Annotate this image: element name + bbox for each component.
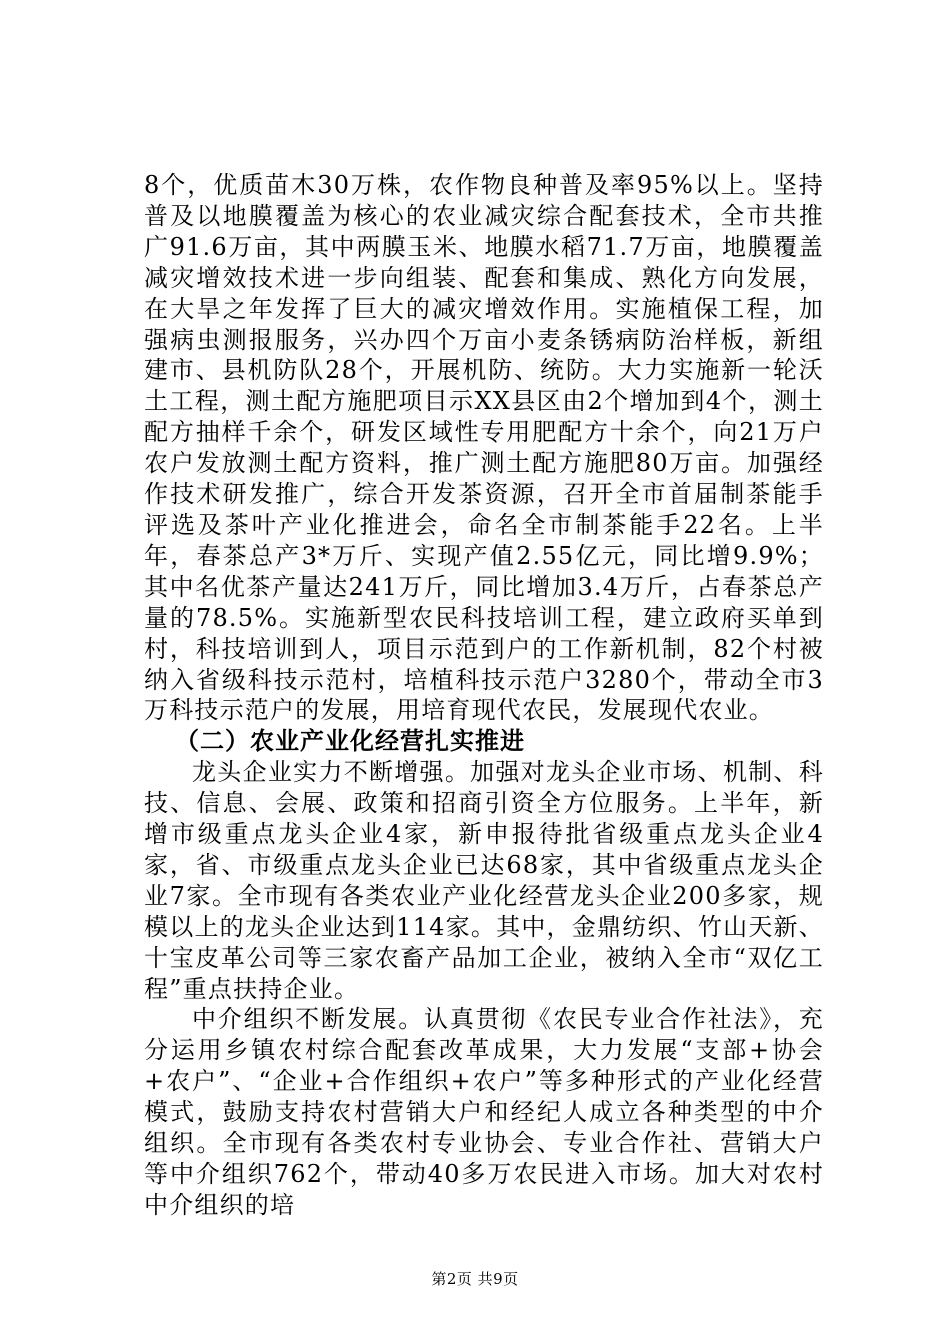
section-heading-industrialization: （二）农业产业化经营扎实推进 [175,727,525,756]
paragraph-intermediary-organizations: 中介组织不断发展。认真贯彻《农民专业合作社法》，充分运用乡镇农村综合配套改革成果，大力发展“支部+协会+农户”、“企业+合作组织+农户”等多种形式的产业化经营模式，鼓励支持农村营销大户和经纪人成立各种类型的中介组织。全市现有各类农村专业协会、专业合作社、营销大户等中介组织762个，带动40多万农民进入市场。加大对农村中介组织的培 [144,1005,824,1219]
document-body [144,170,824,1221]
paragraph-agri-tech: 8个，优质苗木30万株，农作物良种普及率95%以上。坚持普及以地膜覆盖为核心的农业减灾综合配套技术，全市共推广91.6万亩，其中两膜玉米、地膜水稻71.7万亩，地膜覆盖减灾增效技术进一步向组装、配套和集成、熟化方向发展，在大旱之年发挥了巨大的减灾增效作用。实施植保工程，加强病虫测报服务，兴办四个万亩小麦条锈病防治样板，新组建市、县机防队28个，开展机防、统防。大力实施新一轮沃土工程，测土配方施肥项目示XX县区由2个增加到4个，测土配方抽样千余个，研发区域性专用肥配方十余个，向21万户农户发放测土配方资料，推广测土配方施肥80万亩。加强经作技术研发推广，综合开发茶资源，召开全市首届制茶能手评选及茶叶产业化推进会，命名全市制茶能手22名。上半年，春茶总产3*万斤、实现产值2.55亿元，同比增9.9%；其中名优茶产量达241万斤，同比增加3.4万斤，占春茶总产量的78.5%。实施新型农民科技培训工程，建立政府买单到村，科技培训到人，项目示范到户的工作新机制，82个村被纳入省级科技示范村，培植科技示范户3280个，带动全市3万科技示范户的发展，用培育现代农民，发展现代农业。 [144,171,824,725]
paragraph-leading-enterprises: 龙头企业实力不断增强。加强对龙头企业市场、机制、科技、信息、会展、政策和招商引资全方位服务。上半年，新增市级重点龙头企业4家，新申报待批省级重点龙头企业4家，省、市级重点龙头企业已达68家，其中省级重点龙头企业7家。全市现有各类农业产业化经营龙头企业200多家，规模以上的龙头企业达到114家。其中，金鼎纺织、竹山天新、十宝皮革公司等三家农畜产品加工企业，被纳入全市“双亿工程”重点扶持企业。 [144,758,824,1003]
page-footer: 第2页 共9页 [431,1270,519,1288]
